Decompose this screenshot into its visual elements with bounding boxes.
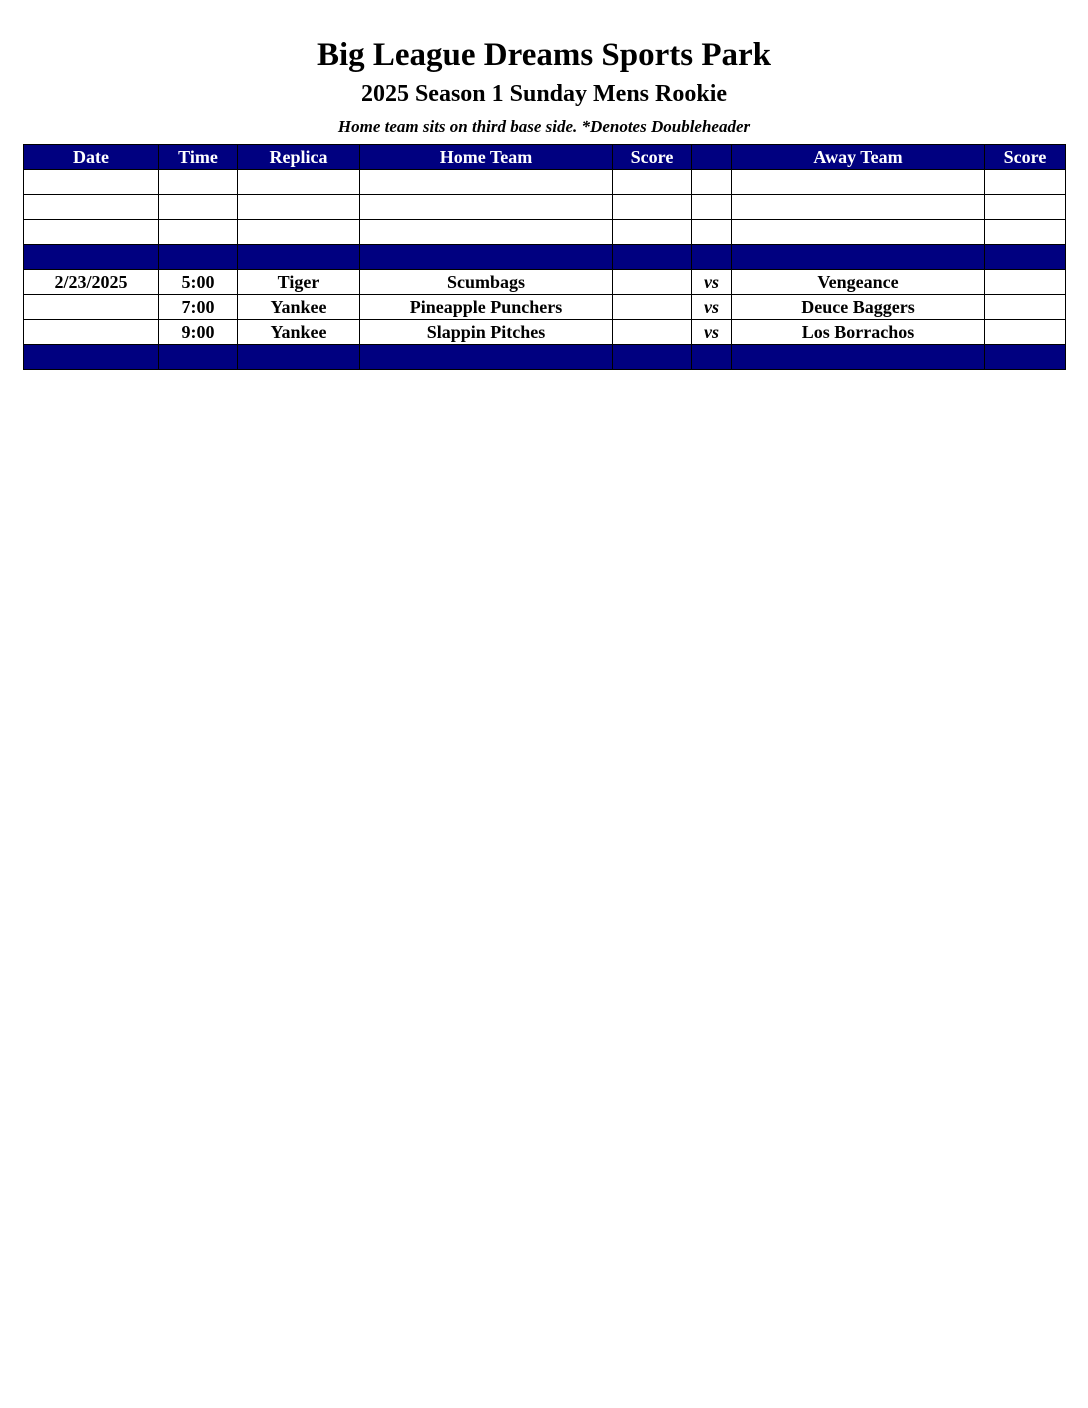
table-cell — [159, 170, 238, 195]
table-cell — [238, 220, 360, 245]
table-cell — [238, 195, 360, 220]
band-cell — [732, 345, 985, 370]
band-cell — [692, 345, 732, 370]
table-row-game — [24, 320, 1066, 345]
away-team-cell: Vengeance — [732, 270, 985, 295]
away-team-cell: Deuce Baggers — [732, 295, 985, 320]
separator-band — [24, 245, 1066, 270]
band-cell — [159, 245, 238, 270]
table-cell — [985, 220, 1066, 245]
page-title: Big League Dreams Sports Park — [316, 37, 772, 73]
band-cell — [613, 245, 692, 270]
home-team-cell: Pineapple Punchers — [360, 295, 613, 320]
band-cell — [985, 245, 1066, 270]
table-cell — [360, 195, 613, 220]
column-header-away-team: Away Team — [732, 145, 985, 170]
table-cell — [360, 170, 613, 195]
column-header-home-score: Score — [613, 145, 692, 170]
replica-cell: Tiger — [238, 270, 360, 295]
table-cell — [732, 220, 985, 245]
vs-cell: vs — [692, 270, 732, 295]
date-cell: 2/23/2025 — [24, 270, 159, 295]
vs-cell: vs — [692, 295, 732, 320]
band-cell — [360, 245, 613, 270]
vs-cell: vs — [692, 320, 732, 345]
separator-band — [24, 345, 1066, 370]
time-cell: 5:00 — [159, 270, 238, 295]
column-header-away-score: Score — [985, 145, 1066, 170]
date-cell — [24, 295, 159, 320]
table-row-empty — [24, 195, 1066, 220]
table-cell — [692, 170, 732, 195]
time-cell: 7:00 — [159, 295, 238, 320]
table-cell — [24, 195, 159, 220]
column-header-home-team: Home Team — [360, 145, 613, 170]
table-cell — [613, 220, 692, 245]
table-cell — [985, 195, 1066, 220]
band-cell — [360, 345, 613, 370]
band-cell — [613, 345, 692, 370]
page-note: Home team sits on third base side. *Denotes Doubleheader — [337, 117, 751, 136]
band-cell — [159, 345, 238, 370]
away-score-cell — [985, 270, 1066, 295]
table-cell — [238, 170, 360, 195]
away-score-cell — [985, 320, 1066, 345]
table-cell — [159, 195, 238, 220]
column-header-time: Time — [159, 145, 238, 170]
table-cell — [159, 220, 238, 245]
table-cell — [985, 170, 1066, 195]
band-cell — [692, 245, 732, 270]
table-cell — [613, 195, 692, 220]
band-cell — [985, 345, 1066, 370]
replica-cell: Yankee — [238, 295, 360, 320]
home-team-cell: Slappin Pitches — [360, 320, 613, 345]
table-header-row — [24, 145, 1066, 170]
table-cell — [692, 195, 732, 220]
away-score-cell — [985, 295, 1066, 320]
table-cell — [360, 220, 613, 245]
replica-cell: Yankee — [238, 320, 360, 345]
band-cell — [732, 245, 985, 270]
table-cell — [732, 195, 985, 220]
page-subtitle: 2025 Season 1 Sunday Mens Rookie — [360, 81, 728, 107]
time-cell: 9:00 — [159, 320, 238, 345]
table-cell — [732, 170, 985, 195]
table-cell — [24, 170, 159, 195]
column-header-date: Date — [24, 145, 159, 170]
table-cell — [692, 220, 732, 245]
home-score-cell — [613, 270, 692, 295]
table-row-empty — [24, 220, 1066, 245]
band-cell — [238, 345, 360, 370]
table-row-empty — [24, 170, 1066, 195]
table-cell — [24, 220, 159, 245]
column-header-vs — [692, 145, 732, 170]
column-header-replica: Replica — [238, 145, 360, 170]
table-row-game — [24, 270, 1066, 295]
date-cell — [24, 320, 159, 345]
home-team-cell: Scumbags — [360, 270, 613, 295]
home-score-cell — [613, 320, 692, 345]
band-cell — [24, 345, 159, 370]
home-score-cell — [613, 295, 692, 320]
table-row-game — [24, 295, 1066, 320]
band-cell — [24, 245, 159, 270]
band-cell — [238, 245, 360, 270]
schedule-table — [23, 144, 1066, 370]
away-team-cell: Los Borrachos — [732, 320, 985, 345]
table-cell — [613, 170, 692, 195]
